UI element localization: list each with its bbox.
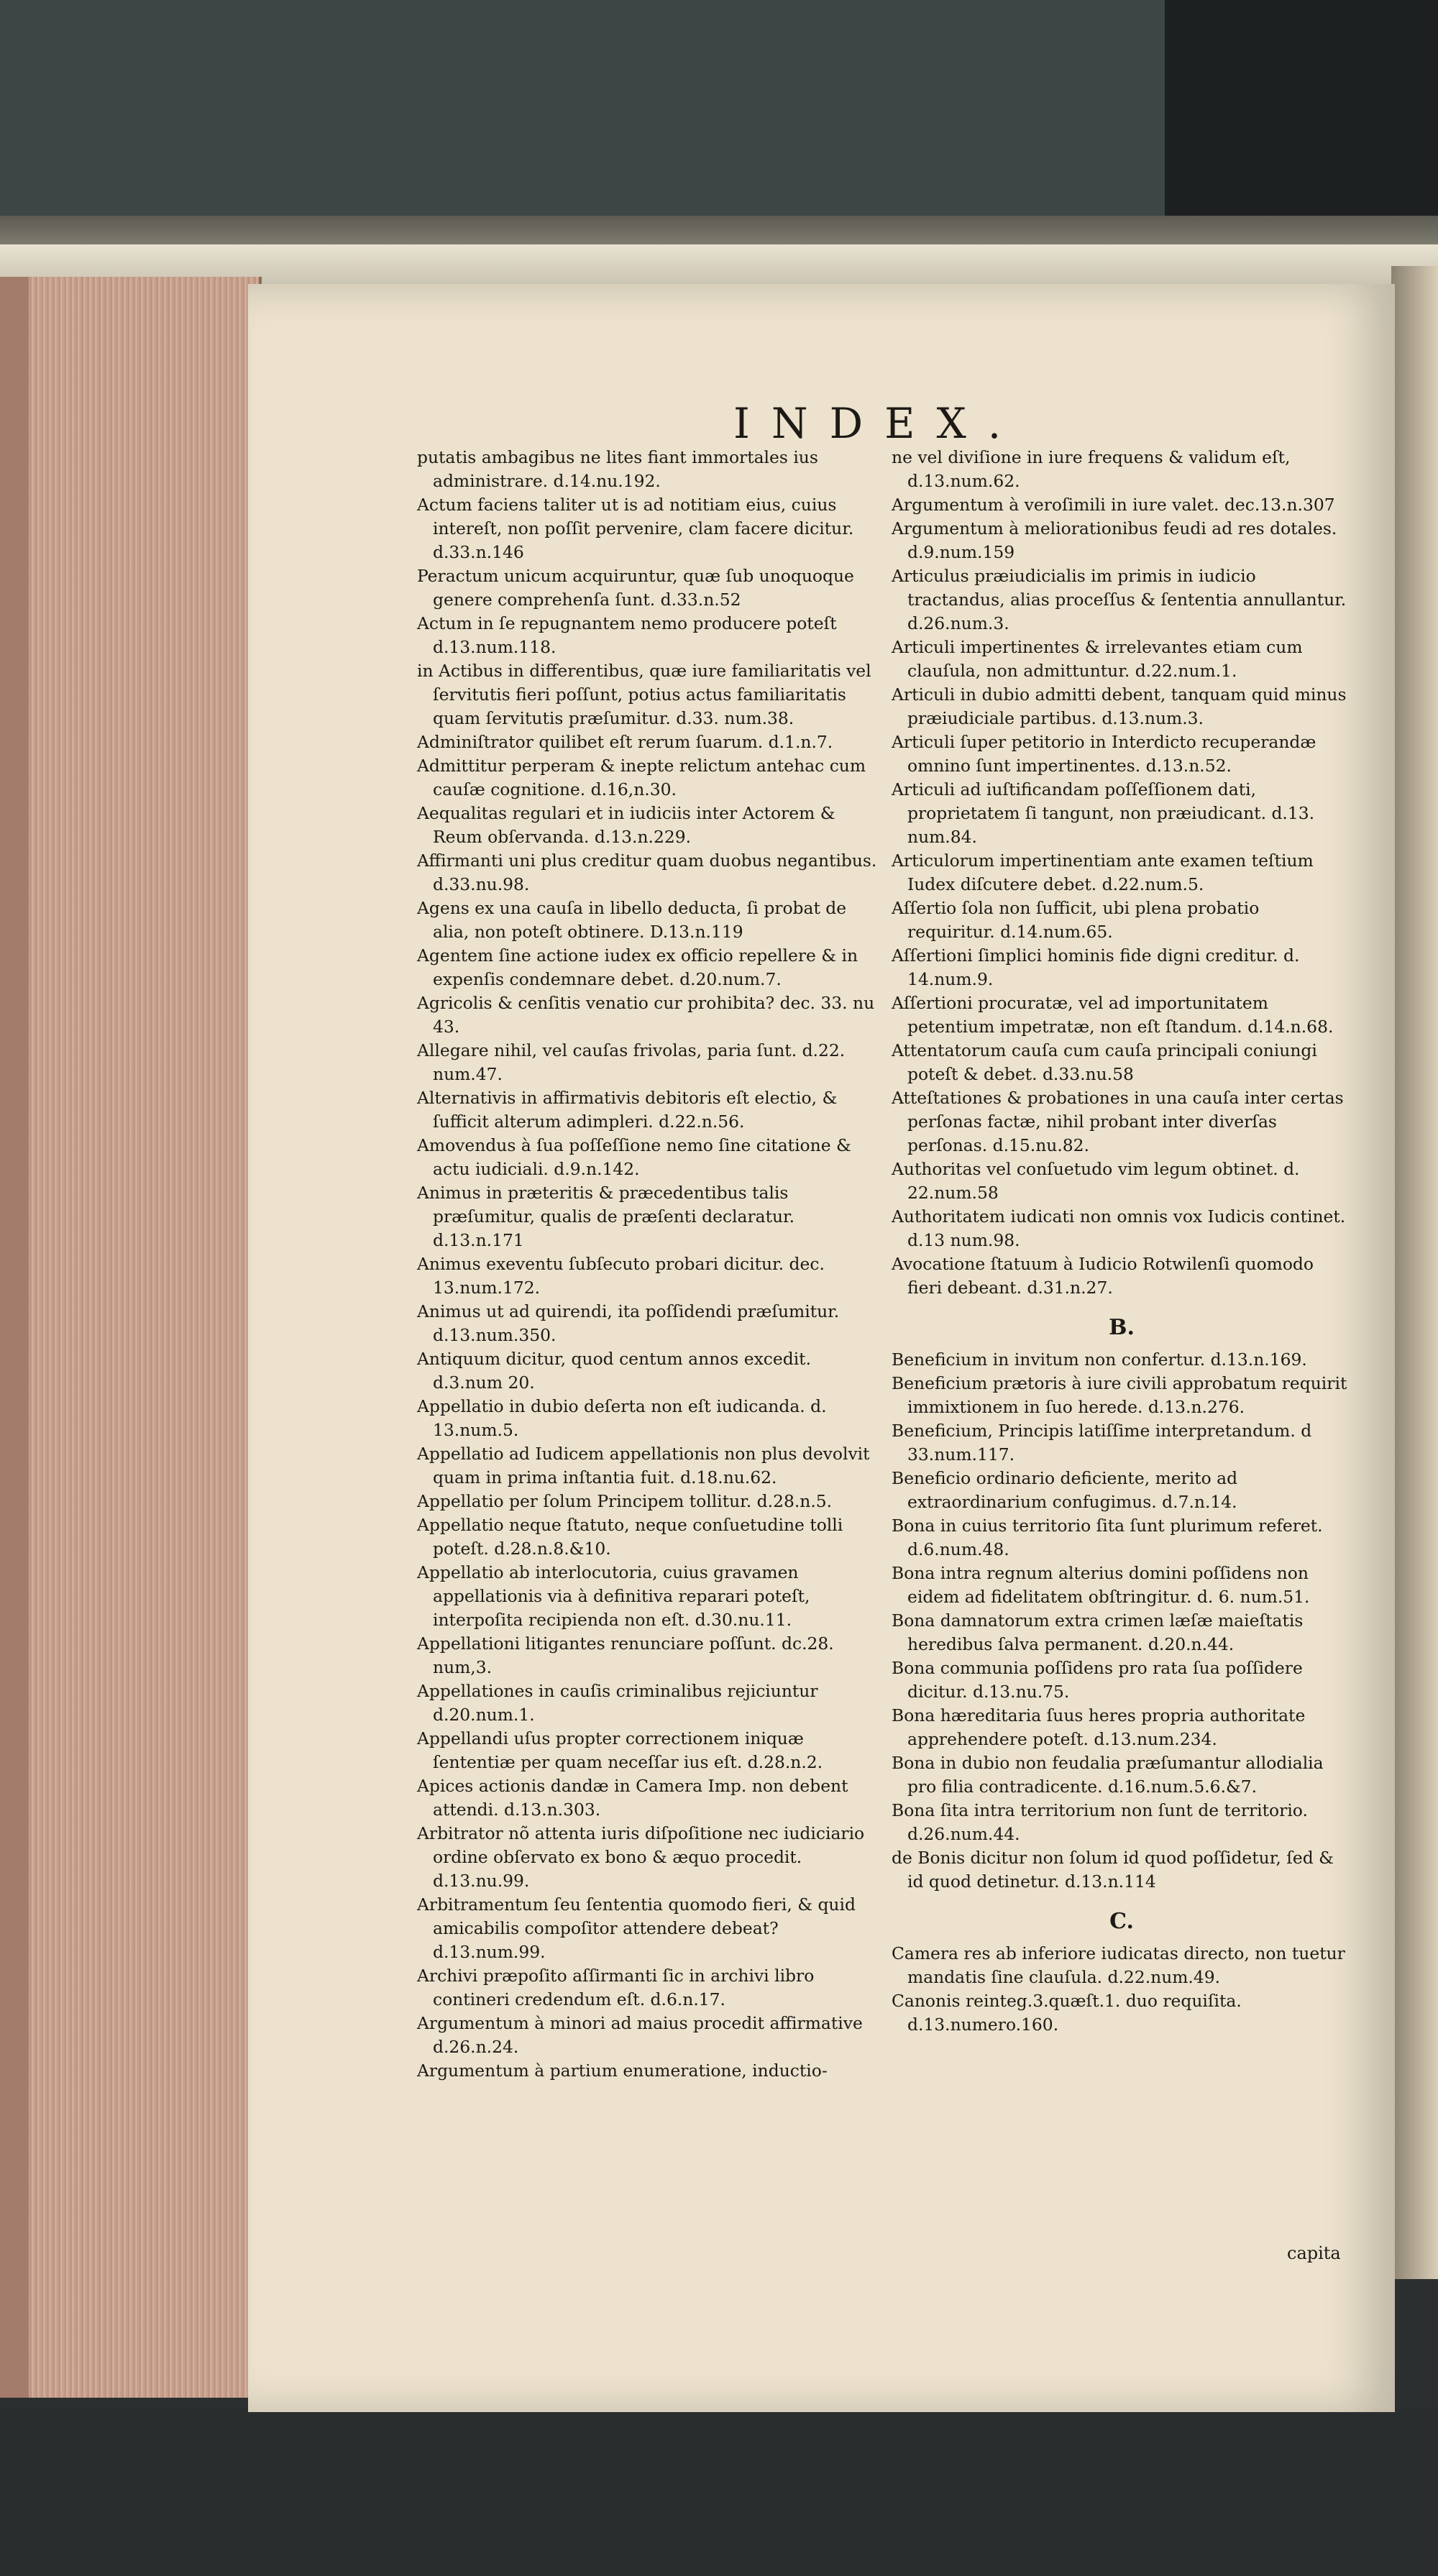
index-entry: Adminiſtrator quilibet eſt rerum ſuarum. d.1.n.7. — [417, 732, 833, 752]
index-entry: Argumentum à minori ad maius procedit affirmative d.26.n.24. — [417, 2013, 863, 2057]
index-entry: Avocatione ſtatuum à Iudicio Rotwilenſi quomodo fieri debeant. d.31.n.27. — [892, 1254, 1314, 1298]
index-entry: Articuli impertinentes & irrelevantes etiam cum clauſula, non admittuntur. d.22.num.1. — [892, 637, 1303, 681]
index-entry: Arbitramentum ſeu ſententia quomodo fieri, & quid amicabilis compoſitor attendere debeat? d.13.num.99. — [417, 1894, 856, 1962]
index-entry: Apices actionis dandæ in Camera Imp. non debent attendi. d.13.n.303. — [417, 1776, 848, 1820]
index-entry: Archivi præpoſito aſſirmanti ſic in archivi libro contineri credendum eſt. d.6.n.17. — [417, 1966, 815, 2009]
index-entry: Beneficium prætoris à iure civili approbatum requirit immixtionem in ſuo herede. d.13.n.276. — [892, 1373, 1347, 1417]
index-column-left — [417, 446, 877, 2083]
index-entry: Authoritas vel conſuetudo vim legum obtinet. d. 22.num.58 — [892, 1159, 1300, 1203]
index-entry: Agricolis & cenſitis venatio cur prohibita? dec. 33. nu 43. — [417, 993, 875, 1037]
index-entry: Bona in dubio non feudalia præſumantur allodialia pro filia contradicente. d.16.num.5.6.&7. — [892, 1753, 1324, 1797]
index-entry: Amovendus à ſua poſſeſſione nemo ſine citatione & actu iudiciali. d.9.n.142. — [417, 1135, 851, 1179]
index-entry: de Bonis dicitur non ſolum id quod poſſidetur, ſed & id quod detinetur. d.13.n.114 — [892, 1848, 1334, 1892]
index-entries-c — [892, 1942, 1352, 2037]
index-column-right — [892, 446, 1352, 2037]
index-entry: in Actibus in differentibus, quæ iure familiaritatis vel ſervitutis fieri poſſunt, potius actus familiaritatis quam ſervitutis præſumitur. d.33. num.38. — [417, 661, 871, 728]
index-entries-b — [892, 1348, 1352, 1894]
index-entry: Bona intra regnum alterius domini poſſidens non eidem ad fidelitatem obſtringitur. d. 6. num.51. — [892, 1563, 1310, 1607]
index-entry: Bona damnatorum extra crimen læſæ maieſtatis heredibus ſalva permanent. d.20.n.44. — [892, 1610, 1304, 1654]
background-bottom — [0, 2408, 1438, 2576]
section-heading-b: B. — [1109, 1315, 1135, 1340]
index-entry: Appellationes in cauſis criminalibus rejiciuntur d.20.num.1. — [417, 1681, 818, 1725]
index-entry: Atteſtationes & probationes in una cauſa inter certas perſonas factæ, nihil probant inter diverſas perſonas. d.15.nu.82. — [892, 1088, 1344, 1155]
index-entry: Bona hæreditaria ſuus heres propria authoritate apprehendere poteſt. d.13.num.234. — [892, 1705, 1306, 1749]
section-heading-c: C. — [1109, 1909, 1134, 1934]
index-entry: Animus in præteritis & præcedentibus talis præſumitur, qualis de præſenti declaratur. d.13.n.171 — [417, 1183, 795, 1250]
index-entry: Actum faciens taliter ut is ad notitiam eius, cuius intereſt, non poſſit pervenire, clam facere dicitur. d.33.n.146 — [417, 495, 854, 562]
background-wall — [0, 0, 1165, 244]
index-entry: Argumentum à veroſimili in iure valet. dec.13.n.307 — [892, 495, 1335, 515]
index-entry: Appellatio ab interlocutoria, cuius gravamen appellationis via à definitiva reparari poteſt, interpoſita recipienda non eſt. d.30.nu.11. — [417, 1562, 810, 1630]
index-entry: Beneficio ordinario deficiente, merito ad extraordinarium confugimus. d.7.n.14. — [892, 1468, 1238, 1512]
index-entry: Articuli ad iuſtificandam poſſeſſionem dati, proprietatem ſi tangunt, non præiudicant. d.13. num.84. — [892, 779, 1315, 847]
index-entry: Appellatio per ſolum Principem tollitur. d.28.n.5. — [417, 1491, 833, 1511]
index-entry: Articulus præiudicialis im primis in iudicio tractandus, alias proceſſus & ſententia annullantur. d.26.num.3. — [892, 566, 1347, 633]
index-entry: Animus exeventu ſubſecuto probari dicitur. dec. 13.num.172. — [417, 1254, 825, 1298]
index-entry: Beneficium, Principis latiſſime interpretandum. d 33.num.117. — [892, 1421, 1312, 1465]
index-entry: Appellandi uſus propter correctionem iniquæ ſententiæ per quam neceſſar ius eſt. d.28.n.2. — [417, 1728, 823, 1772]
index-entry: Appellatio ad Iudicem appellationis non plus devolvit quam in prima inſtantia fuit. d.18.nu.62. — [417, 1444, 870, 1488]
index-entry: putatis ambagibus ne lites fiant immortales ius administrare. d.14.nu.192. — [417, 447, 818, 491]
facing-page-edge — [1391, 266, 1438, 2279]
index-entry: Aſſertio ſola non ſufficit, ubi plena probatio requiritur. d.14.num.65. — [892, 898, 1260, 942]
index-entry: Admittitur perperam & inepte relictum antehac cum cauſæ cognitione. d.16,n.30. — [417, 756, 866, 799]
fore-edge-shadow — [0, 277, 29, 2398]
index-entry: Arbitrator nõ attenta iuris diſpoſitione nec iudiciario ordine obſervato ex bono & æquo procedit. d.13.nu.99. — [417, 1823, 865, 1891]
index-entry: Aſſertioni ſimplici hominis fide digni creditur. d. 14.num.9. — [892, 945, 1300, 989]
index-entry: Bona communia poſſidens pro rata ſua poſſidere dicitur. d.13.nu.75. — [892, 1658, 1303, 1702]
index-entry: Articuli ſuper petitorio in Interdicto recuperandæ omnino ſunt impertinentes. d.13.n.52. — [892, 732, 1316, 776]
index-entry: Allegare nihil, vel cauſas frivolas, paria ſunt. d.22. num.47. — [417, 1040, 846, 1084]
index-entry: Aſſertioni procuratæ, vel ad importunitatem petentium impetratæ, non eſt ſtandum. d.14.n.68. — [892, 993, 1334, 1037]
index-entry: Argumentum à meliorationibus feudi ad res dotales. d.9.num.159 — [892, 518, 1337, 562]
index-entry: Attentatorum cauſa cum cauſa principali coniungi poteſt & debet. d.33.nu.58 — [892, 1040, 1317, 1084]
index-entry: Aequalitas regulari et in iudiciis inter Actorem & Reum obſervanda. d.13.n.229. — [417, 803, 835, 847]
index-entry: Agentem ſine actione iudex ex officio repellere & in expenſis condemnare debet. d.20.num.7. — [417, 945, 858, 989]
index-entries-a — [892, 446, 1352, 1300]
index-entry: Articulorum impertinentiam ante examen teſtium Iudex diſcutere debet. d.22.num.5. — [892, 851, 1314, 894]
index-entry: Antiquum dicitur, quod centum annos excedit. d.3.num 20. — [417, 1349, 812, 1393]
index-entry: Affirmanti uni plus creditur quam duobus negantibus. d.33.nu.98. — [417, 851, 877, 894]
index-entry: Alternativis in affirmativis debitoris eſt electio, & ſufficit alterum adimpleri. d.22.n.56. — [417, 1088, 838, 1132]
index-entry: Bona ſita intra territorium non ſunt de territorio. d.26.num.44. — [892, 1800, 1308, 1844]
index-entry: Animus ut ad quirendi, ita poſſidendi præſumitur. d.13.num.350. — [417, 1301, 840, 1345]
index-entry: Appellationi litigantes renunciare poſſunt. dc.28. num,3. — [417, 1633, 834, 1677]
catchword: capita — [1287, 2243, 1341, 2263]
background-shadow — [1165, 0, 1438, 237]
index-entry: Beneficium in invitum non confertur. d.13.n.169. — [892, 1349, 1307, 1370]
index-entry: Peractum unicum acquiruntur, quæ ſub unoquoque genere comprehenſa ſunt. d.33.n.52 — [417, 566, 854, 610]
index-entry: Canonis reinteg.3.quæſt.1. duo requiſita. d.13.numero.160. — [892, 1991, 1242, 2035]
index-entry: Appellatio neque ſtatuto, neque conſuetudine tolli poteſt. d.28.n.8.&10. — [417, 1515, 843, 1559]
index-entry: Bona in cuius territorio ſita ſunt plurimum referet. d.6.num.48. — [892, 1516, 1323, 1559]
index-entry: Authoritatem iudicati non omnis vox Iudicis continet. d.13 num.98. — [892, 1206, 1346, 1250]
index-entry: Camera res ab inferiore iudicatas directo, non tuetur mandatis ſine clauſula. d.22.num.49. — [892, 1943, 1345, 1987]
index-entry: Articuli in dubio admitti debent, tanquam quid minus præiudiciale partibus. d.13.num.3. — [892, 684, 1347, 728]
index-entry: Argumentum à partium enumeratione, inductio- — [417, 2061, 828, 2081]
book-fore-edge — [0, 277, 262, 2398]
index-entry: Actum in ſe repugnantem nemo producere poteſt d.13.num.118. — [417, 613, 837, 657]
index-entry: Agens ex una cauſa in libello deducta, ſi probat de alia, non poteſt obtinere. D.13.n.119 — [417, 898, 847, 942]
index-entry: ne vel diviſione in iure frequens & validum eſt, d.13.num.62. — [892, 447, 1291, 491]
index-entry: Appellatio in dubio deſerta non eſt iudicanda. d. 13.num.5. — [417, 1396, 827, 1440]
running-head: INDEX. — [733, 399, 1023, 448]
